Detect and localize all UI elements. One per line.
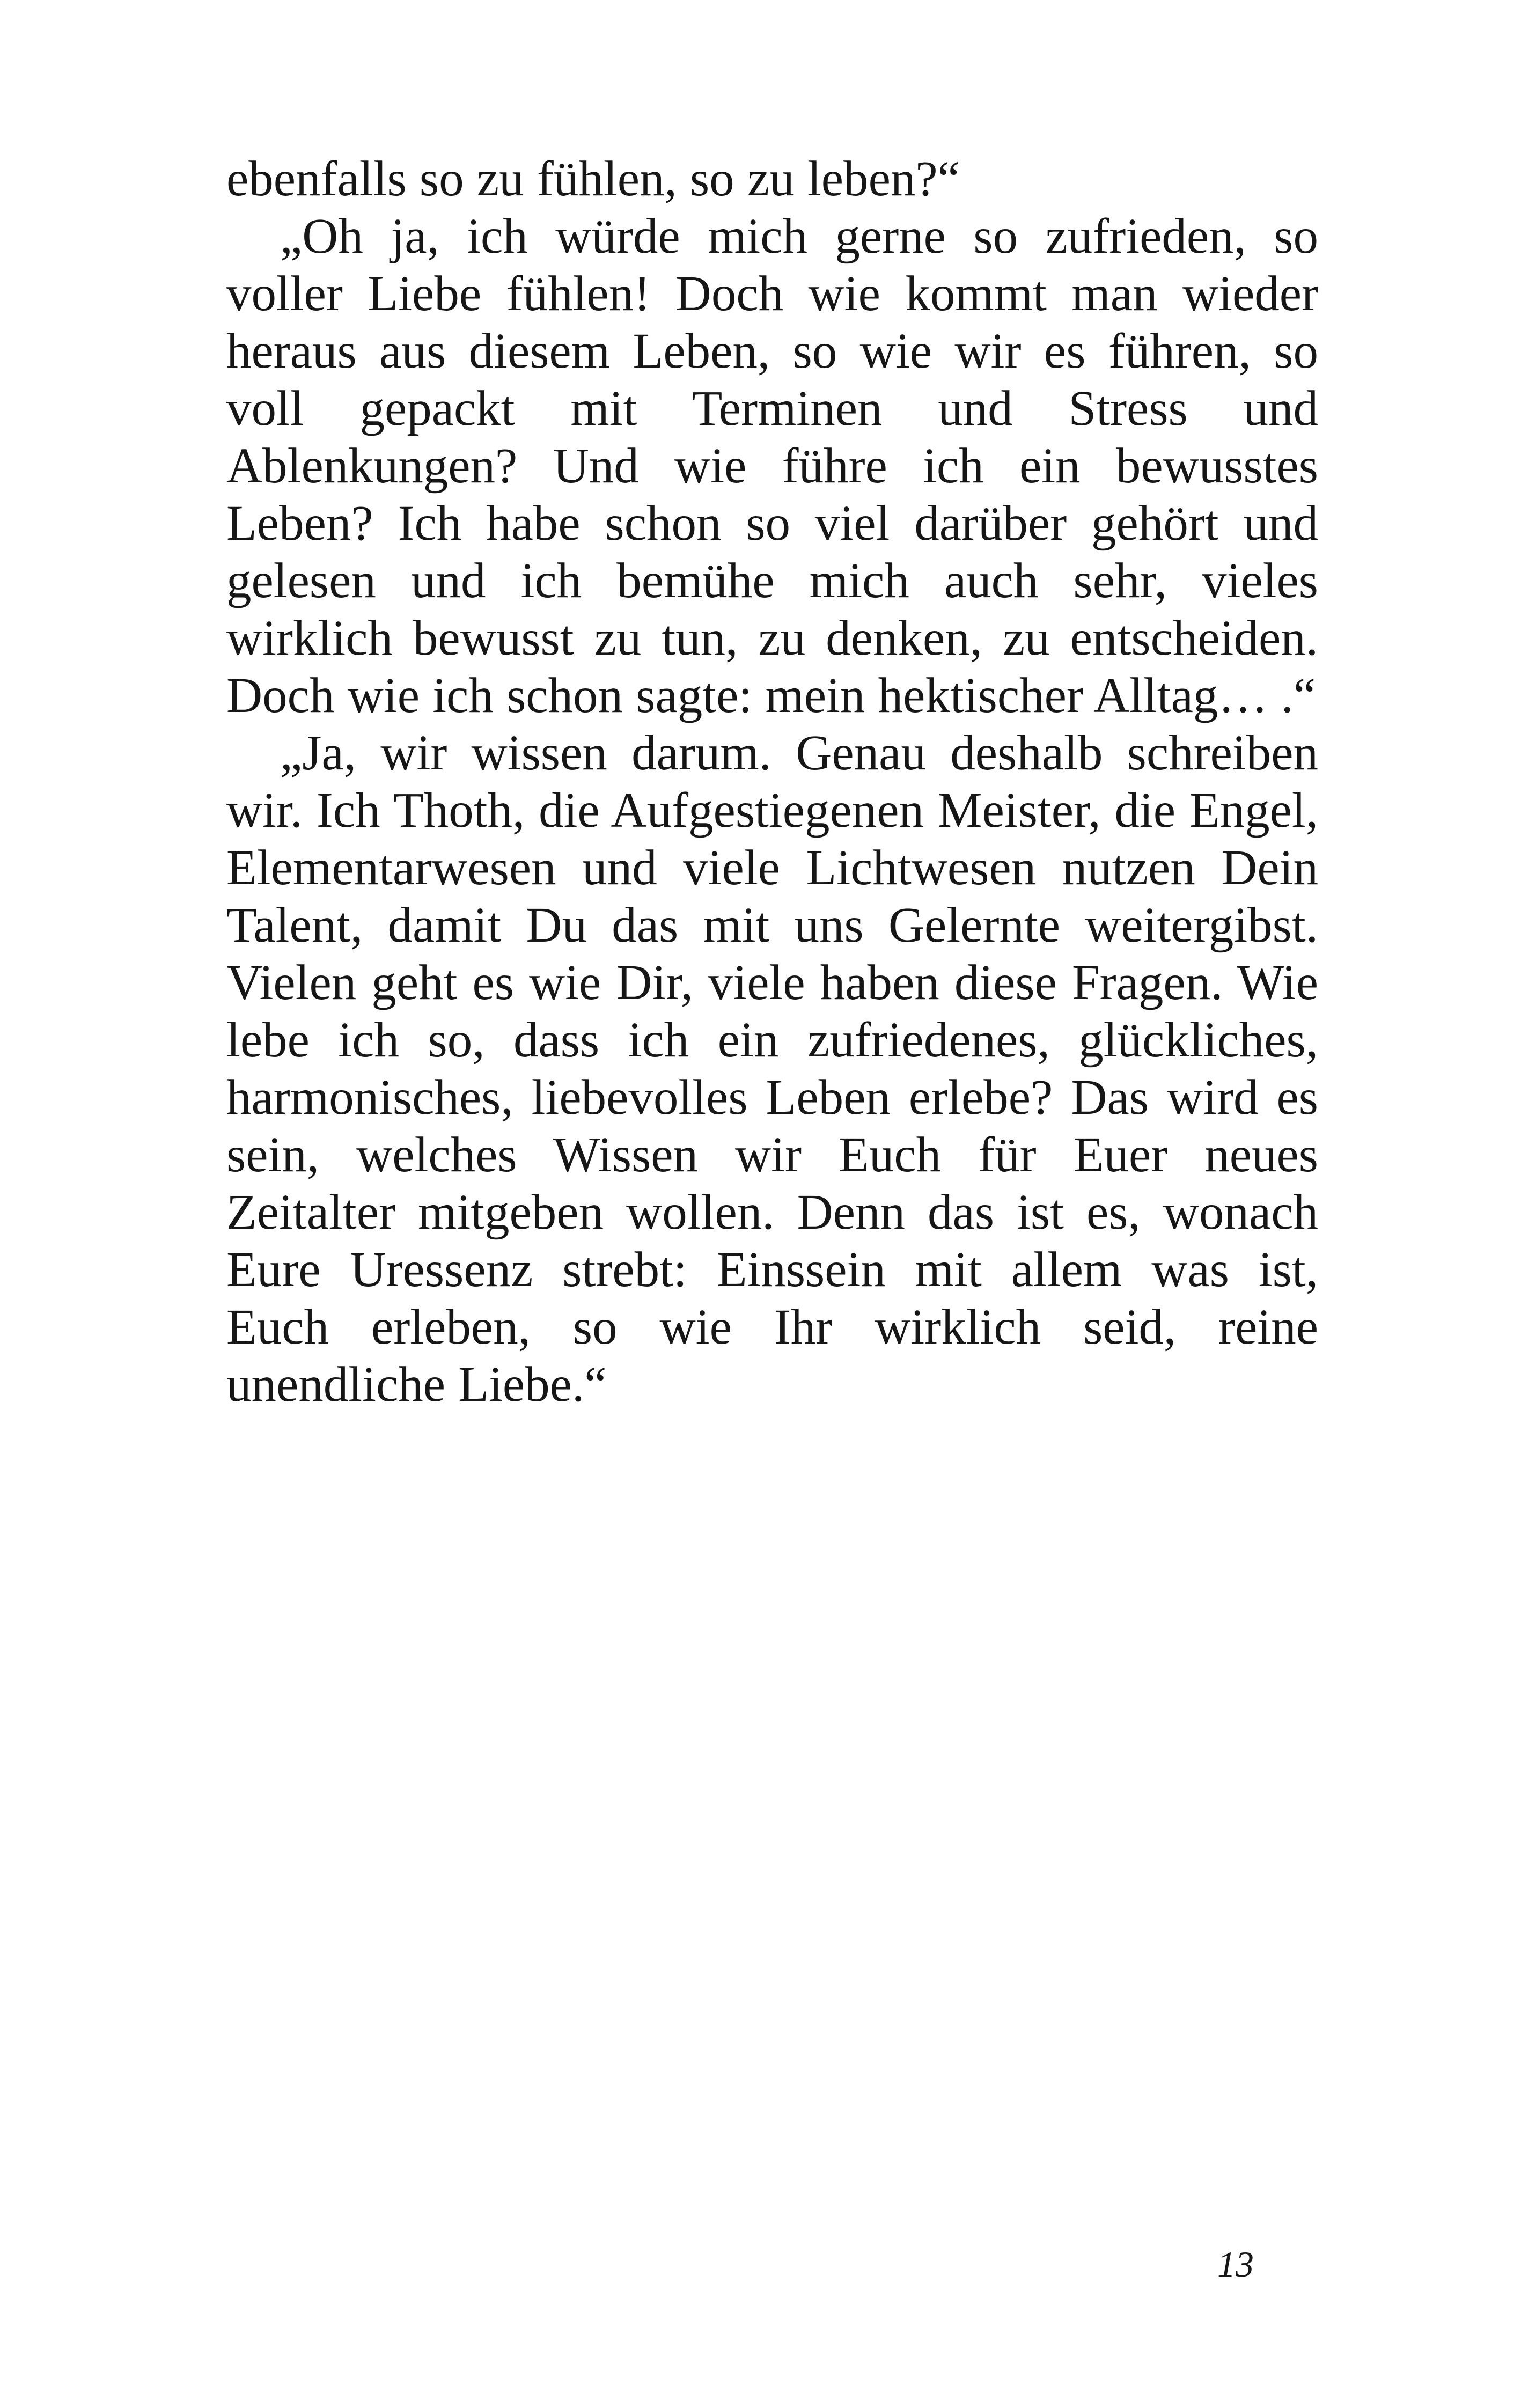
page-number: 13 xyxy=(1217,2244,1254,2285)
paragraph-question: „Oh ja, ich würde mich gerne so zufrieden, so voller Liebe fühlen! Doch wie kommt man wieder heraus aus diesem Leben, so wie wir es führen, so voll gepackt mit Terminen und Stress und Ablenkungen? Und wie führe ich ein bewusstes Leben? Ich habe schon so viel darüber gehört und gelesen und ich bemühe mich auch sehr, vieles wirklich bewusst zu tun, zu denken, zu entscheiden. Doch wie ich schon sagte: mein hektischer Alltag… .“ xyxy=(226,209,1318,723)
paragraph-answer: „Ja, wir wissen darum. Genau deshalb schreiben wir. Ich Thoth, die Aufgestiegenen Meister, die Engel, Elementarwesen und viele Lichtwesen nutzen Dein Talent, damit Du das mit uns Gelernte weitergibst. Vielen geht es wie Dir, viele haben diese Fragen. Wie lebe ich so, dass ich ein zufriedenes, glückliches, harmonisches, liebevolles Leben erlebe? Das wird es sein, welches Wissen wir Euch für Euer neues Zeitalter mitgeben wollen. Denn das ist es, wonach Eure Uressenz strebt: Einssein mit allem was ist, Euch erleben, so wie Ihr wirklich seid, reine unendliche Liebe.“ xyxy=(226,725,1318,1412)
paragraph-continuation: ebenfalls so zu fühlen, so zu leben?“ xyxy=(226,151,960,207)
body-text xyxy=(226,150,1318,1413)
